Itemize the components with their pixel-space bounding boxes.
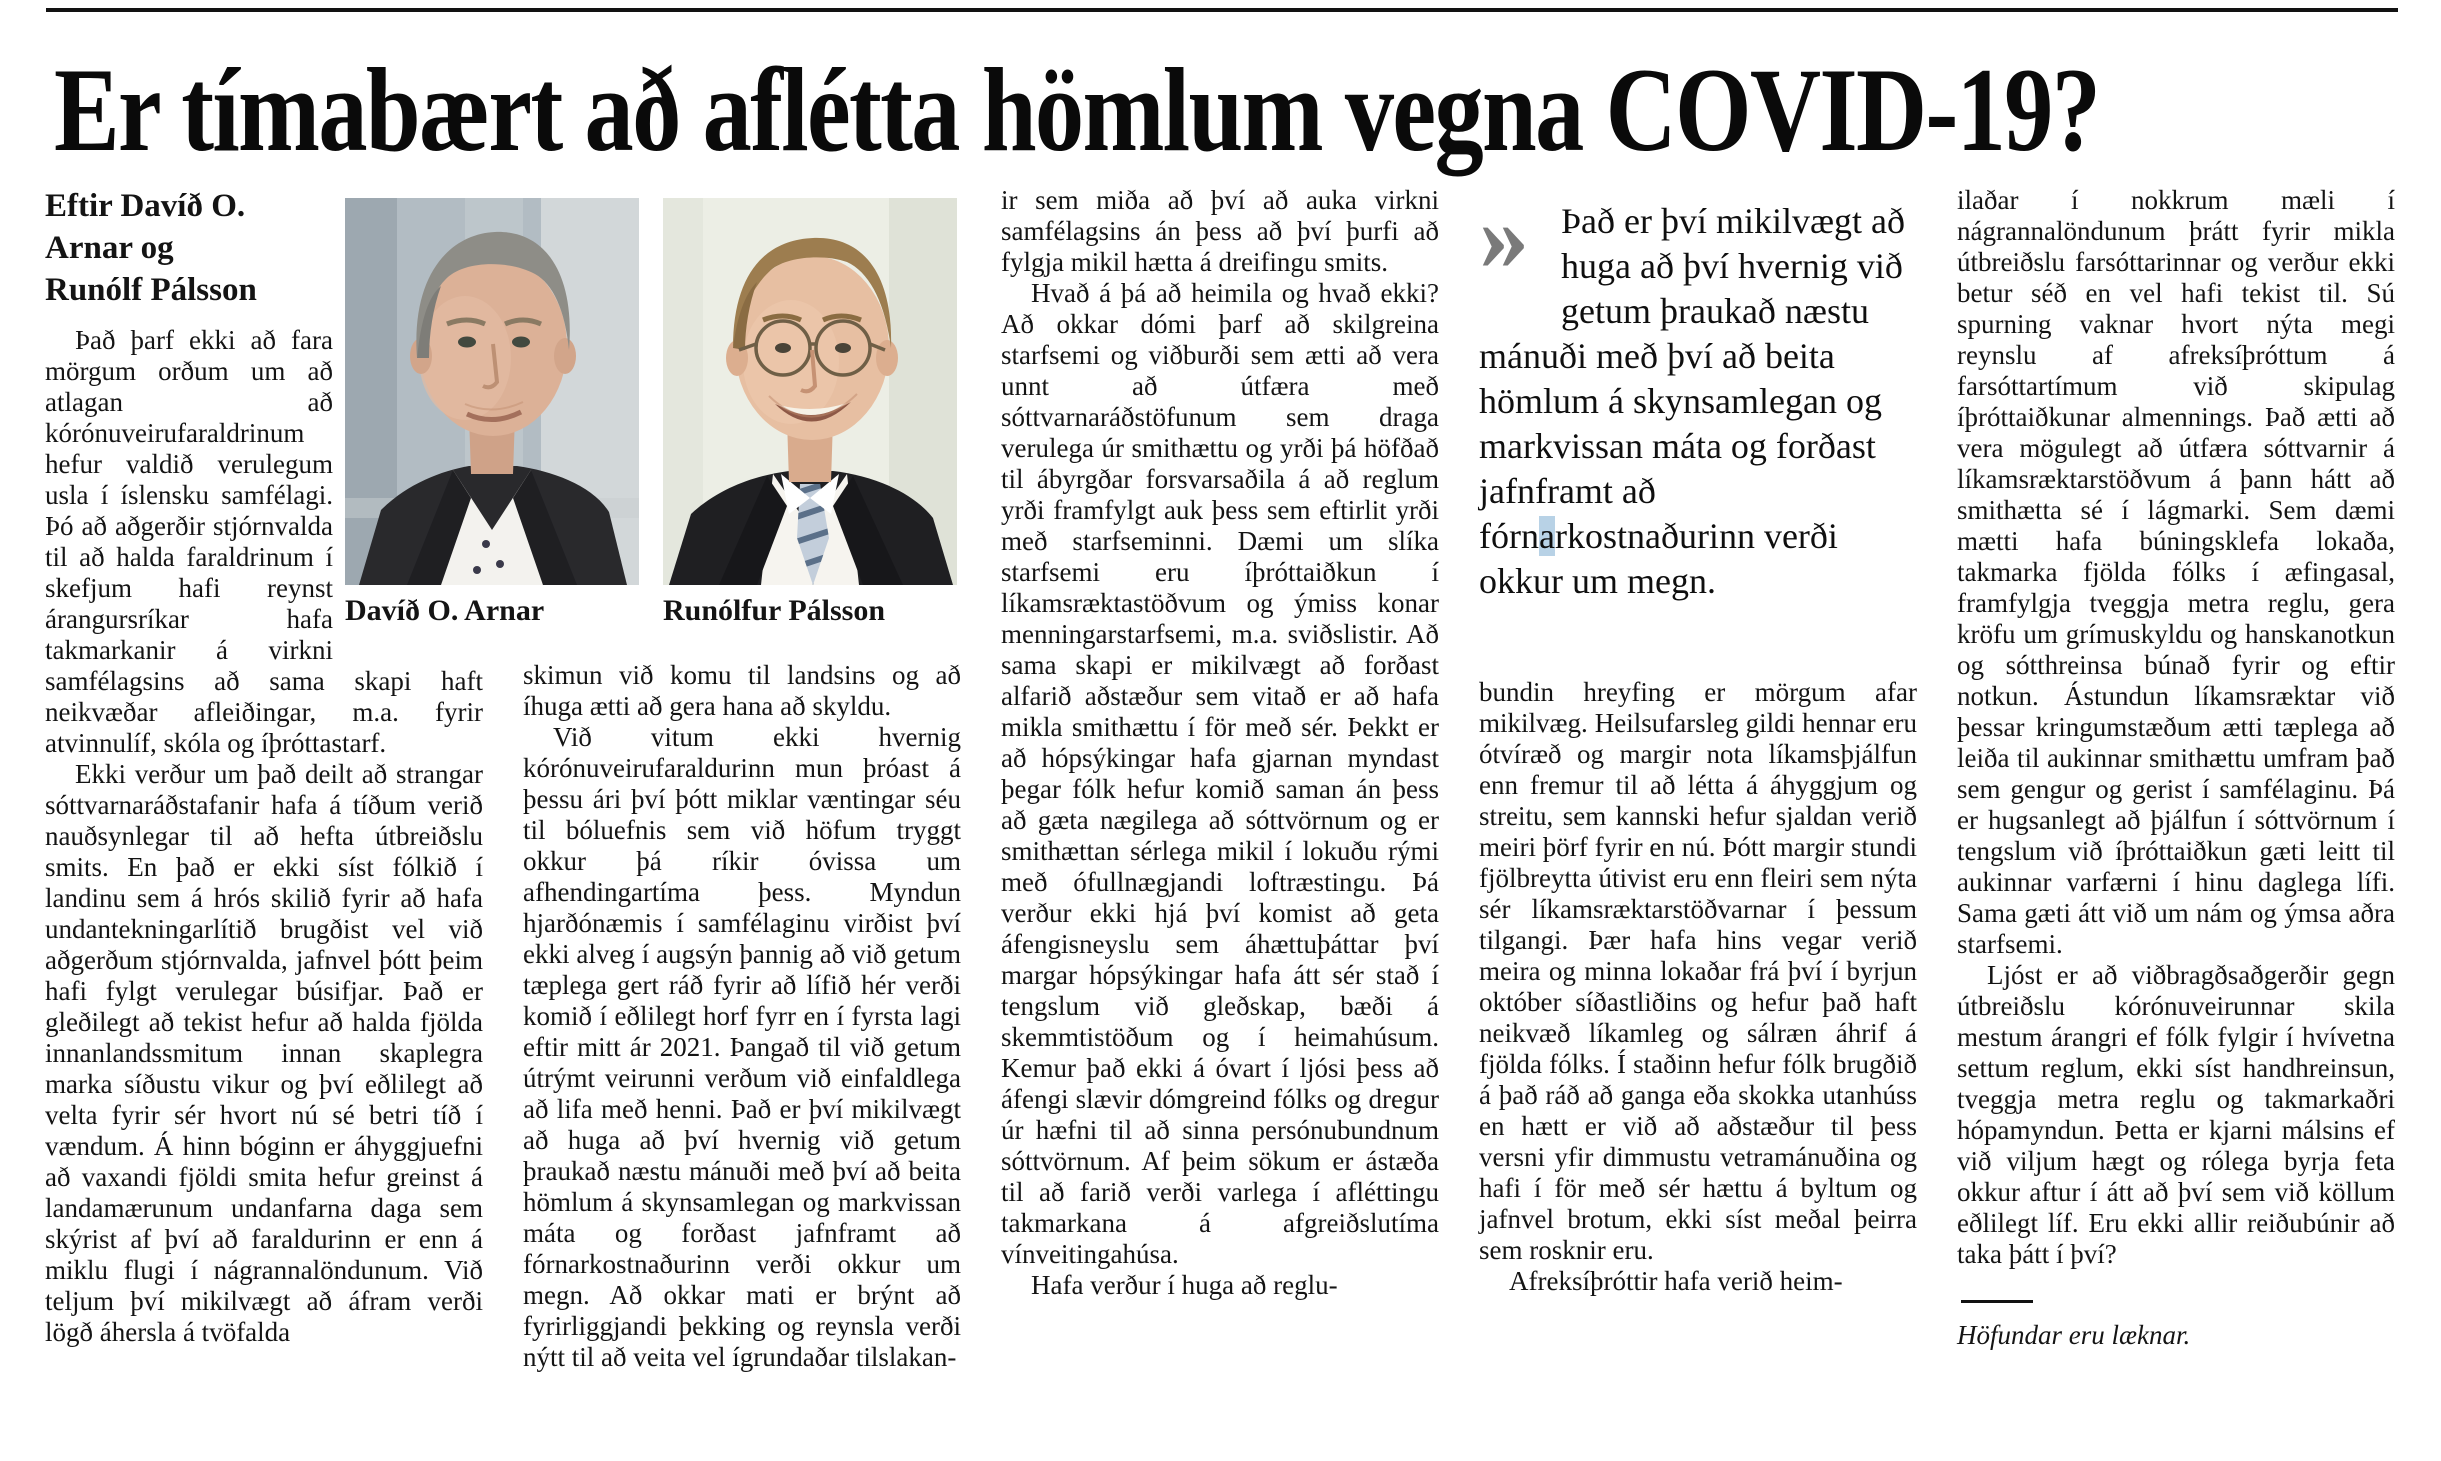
pull-quote-highlighted-char: a — [1538, 516, 1555, 556]
photo-caption-runolfur-palsson: Runólfur Pálsson — [663, 594, 886, 627]
photo-caption-david-o-arnar: Davíð O. Arnar — [345, 594, 545, 627]
pull-quote-text-before: Það er því mikilvægt að huga að því hvernig við getum þraukað næstu mánuði með því að beita hömlum á skynsamlegan og markvissan máta og forðast jafnframt að fórn — [1479, 201, 1905, 556]
paragraph: Ekki verður um það deilt að strangar sóttvarnaráðstafanir hafa á tíðum verið nauðsynlegar til að hefta útbreiðslu smits. En það er ekki síst fólkið í landinu sem á hrós skilið fyrir að hafa undantekningarlítið brugðist vel við aðgerðum stjórnvalda, jafnvel þótt þeim hafi fylgt verulegar búsifjar. Það er gleðilegt að tekist hefur að halda fjölda innanlandssmitum innan skaplegra marka síðustu vikur og því eðlilegt að velta fyrir sér hvort nú sé betri tíð í vændum. Á hinn bóginn er áhyggjuefni að vaxandi fjöldi smita hefur greinst á landamærunum undanfarna daga sem skýrist af því að faraldurinn er enn á miklu flugi í nágrannalöndunum. Við teljum því mikilvægt að áfram verði lögð áhersla á tvöfalda — [45, 759, 483, 1347]
article-headline — [54, 43, 2441, 177]
text-column-5 — [1957, 185, 2395, 1373]
portrait-david-o-arnar — [345, 198, 639, 585]
pull-quote — [1479, 180, 1917, 604]
photo-figure-david-o-arnar — [345, 198, 639, 629]
pull-quote-text-after: rkostnaðurinn verði okkur um megn. — [1479, 516, 1838, 601]
text-column-3 — [1001, 185, 1439, 1373]
article-body — [45, 180, 2397, 1373]
paragraph: Hafa verður í huga að reglu- — [1031, 1270, 1338, 1300]
text-column-4 — [1479, 180, 1917, 1373]
quote-guillemet-icon: » — [1479, 180, 1529, 291]
footer-rule — [1961, 1300, 2033, 1303]
byline-line-2: Arnar og — [45, 230, 174, 266]
paragraph: Það þarf ekki að fara mörgum orðum um að atlagan að kórónuveirufaraldrinum hefur valdið verulegum usla í íslensku samfélagi. Þó að aðgerðir stjórnvalda til að halda faraldrinum í skefjum hafi reynst árangursríkar hafa takmarkanir á virkni samfélagsins að sama skapi haft neikvæðar afleiðingar, m.a. fyrir atvinnulíf, skóla og íþróttastarf. — [45, 325, 483, 758]
photo-figure-runolfur-palsson — [663, 198, 957, 629]
paragraph: Ljóst er að viðbragðsaðgerðir gegn útbreiðslu kórónuveirunnar skila mestum árangri ef fólk fylgir í hvívetna settum reglum, ekki síst handhreinsun, tveggja metra reglu og takmarkaðri hópamyndun. Þetta er kjarni málsins ef við viljum hægt og rólega byrja feta okkur aftur í átt að því sem við köllum eðlilegt líf. Eru ekki allir reiðubúnir að taka þátt í því? — [1957, 960, 2395, 1269]
authors-note: Höfundar eru læknar. — [1957, 1320, 2191, 1350]
byline-line-1: Eftir Davíð O. — [45, 188, 246, 224]
paragraph-continuation: ir sem miða að því að auka virkni samfélagsins án þess að því þurfi að fylgja mikil hætta á dreifingu smits. — [1001, 185, 1439, 277]
article-headline-text: Er tímabært að aflétta hömlum vegna COVID-19? — [54, 43, 2100, 177]
paragraph: Hvað á þá að heimila og hvað ekki? Að okkar dómi þarf að skilgreina starfsemi og viðburði sem ætti að vera unnt að útfæra með sóttvarnaráðstöfunum sem draga verulega úr smithættu og yrði þá höfðað til ábyrgðar forsvarsaðila á að reglum yrði framfylgt auk þess sem eftirlit yrði með starfseminni. Dæmi um slíka starfsemi eru íþróttaiðkun í líkamsræktastöðvum og ýmiss konar menningarstarfsemi, m.a. sviðslistir. Að sama skapi er mikilvægt að forðast alfarið aðstæður sem vitað er að hafa mikla smithættu í för með sér. Þekkt er að hópsýkingar hafa gjarnan myndast þegar fólk hefur komið saman án þess að gæta nægilega að sóttvörnum og er smithættan sérlega mikil í lokuðu rými með ófullnægjandi loftræstingu. Þá verður ekki hjá því komist að geta áfengisneyslu sem áhættuþáttar því margar hópsýkingar hafa átt sér stað í tengslum við gleðskap, bæði á skemmtistöðum og í heimahúsum. Kemur það ekki á óvart í ljósi þess að áfengi slævir dómgreind fólks og dregur úr hæfni til að sinna persónubundnum sóttvörnum. Af þeim sökum er ástæða til að farið verði varlega í afléttingu takmarkana á afgreiðslutíma vínveitingahúsa. — [1001, 278, 1439, 1269]
portrait-runolfur-palsson — [663, 198, 957, 585]
photo-block — [345, 198, 957, 629]
paragraph-continuation: skimun við komu til landsins og að íhuga ætti að gera hana að skyldu. — [523, 660, 961, 721]
paragraph-continuation: bundin hreyfing er mörgum afar mikilvæg. Heilsufarsleg gildi hennar eru ótvíræð og margir nota líkamsþjálfun enn fremur til að létta á áhyggjum og streitu, sem kannski hefur sjaldan verið meiri þörf fyrir en nú. Þótt margir stundi fjölbreytta útivist eru enn fleiri sem nýta sér líkamsræktarstöðvarnar í þessum tilgangi. Þær hafa hins vegar verið meira og minna lokaðar frá því í byrjun október síðastliðins og hefur það haft neikvæð líkamleg og sálræn áhrif á fjölda fólks. Í staðinn hefur fólk brugðið á það ráð að ganga eða skokka utanhúss en hætt er við að aðstæður til þess versni yfir dimmustu vetramánuðina og hafi í för með sér hættu á byltum og jafnvel brotum, ekki síst meðal þeirra sem rosknir eru. — [1479, 677, 1917, 1265]
byline-line-3: Runólf Pálsson — [45, 272, 257, 308]
paragraph-continuation: ilaðar í nokkrum mæli í nágrannalöndunum þrátt fyrir mikla útbreiðslu farsóttarinnar og verður ekki betur séð en vel hafi tekist til. Sú spurning vaknar hvort nýta megi reynslu af afreksíþróttum á farsóttartímum við skipulag íþróttaiðkunar almennings. Það ætti að vera mögulegt að útfæra sóttvarnir á líkamsræktarstöðvum á þann hátt að smithætta sé í lágmarki. Sem dæmi mætti hafa búningsklefa lokaða, takmarka fjölda fólks í æfingasal, framfylgja tveggja metra reglu, gera kröfu um grímuskyldu og hanskanotkun og sótthreinsa búnað fyrir og eftir notkun. Ástundun líkamsræktar við þessar kringumstæðum ætti tæplega að leiða til aukinnar smithættu umfram það sem gengur og gerist í samfélaginu. Þá er hugsanlegt að þjálfun í sóttvörnum í tengslum við íþróttaiðkun gæti leitt til aukinnar varfærni í hinu daglega lífi. Sama gæti átt við um nám og ýmsa aðra starfsemi. — [1957, 185, 2395, 959]
paragraph: Við vitum ekki hvernig kórónuveirufaraldurinn mun þróast á þessu ári því þótt miklar væntingar séu til bóluefnis sem við höfum tryggt okkur þá ríkir óvissa um afhendingartíma þess. Myndun hjarðónæmis í samfélaginu virðist því ekki alveg í augsýn þannig að við getum tæplega gert ráð fyrir að lífið hér verði komið í eðlilegt horf fyrr en í fyrsta lagi eftir mitt ár 2021. Þangað til við getum útrýmt veirunni verðum við einfaldlega að lifa með henni. Það er því mikilvægt að huga að því hvernig við getum þraukað næstu mánuði með því að beita hömlum á skynsamlegan og markvissan máta og forðast jafnframt að fórnarkostnaðurinn verði okkur um megn. Að okkar mati er brýnt að fyrirliggjandi þekking og reynsla verði nýtt til að veita vel ígrundaðar tilslakan- — [523, 722, 961, 1372]
masthead-rule — [46, 8, 2398, 12]
paragraph: Afreksíþróttir hafa verið heim- — [1509, 1266, 1843, 1296]
